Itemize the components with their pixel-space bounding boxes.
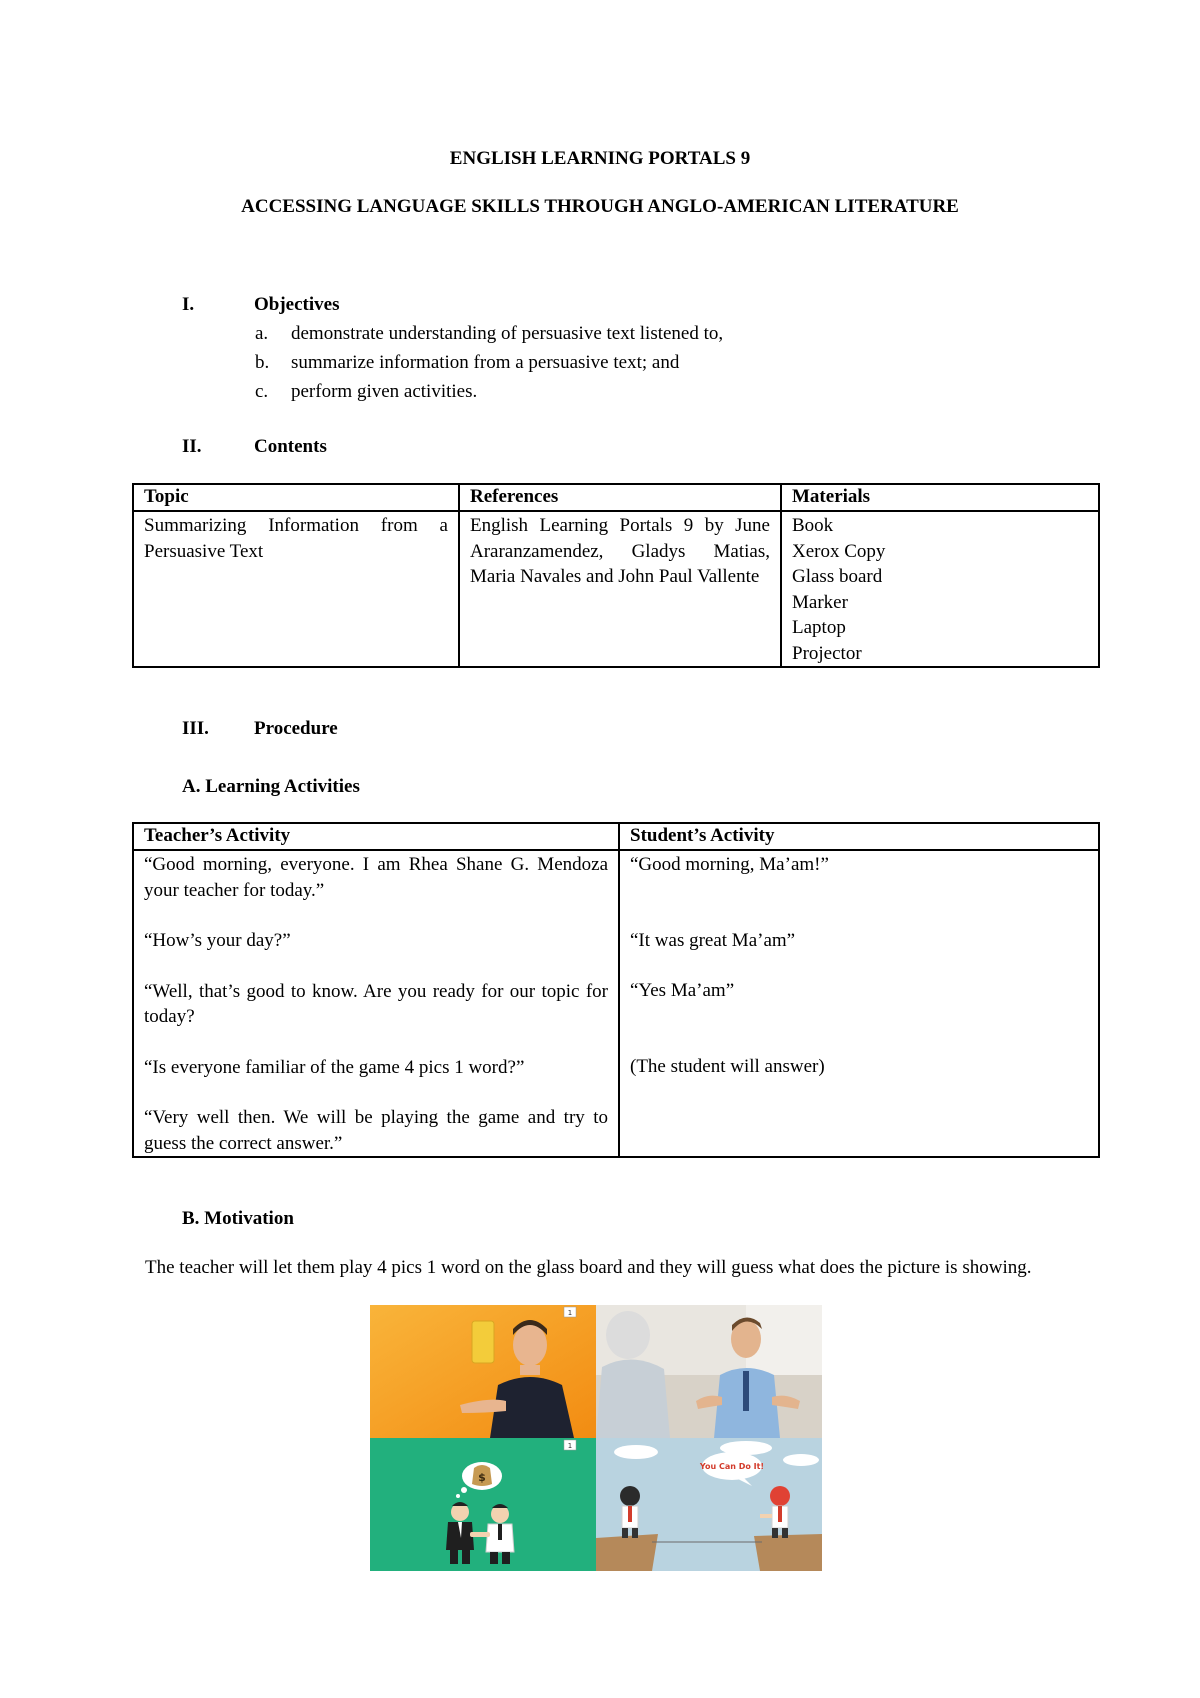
learning-activities-table [132,822,1100,1158]
section-number: III. [182,718,209,739]
motivation-paragraph: The teacher will let them play 4 pics 1 word on the glass board and they will guess what does the picture is showing. [145,1257,1032,1278]
teacher-line: “Very well then. We will be playing the game and try to guess the correct answer.” [144,1107,608,1154]
teacher-activity-header: Teacher’s Activity [133,823,619,850]
section-title: Procedure [254,718,338,739]
student-line: “It was great Ma’am” [630,930,796,951]
objective-letter: c. [255,381,269,402]
collage-panel-encouragement [596,1438,822,1571]
material-item: Glass board [792,566,883,587]
student-activity-cell [619,850,1099,1157]
student-activity-header: Student’s Activity [619,823,1099,850]
teacher-line: “Good morning, everyone. I am Rhea Shane G. Mendoza your teacher for today.” [144,854,608,901]
collage-panel-handshake [370,1438,596,1571]
objective-text: perform given activities. [291,381,478,402]
contents-header-topic: Topic [133,484,459,511]
objective-item [255,352,679,374]
money-sign: $ [478,1471,486,1484]
section-objectives-heading [182,294,339,316]
section-title: Objectives [254,294,340,315]
document-subtitle: ACCESSING LANGUAGE SKILLS THROUGH ANGLO-AMERICAN LITERATURE [241,196,959,217]
objective-item [255,381,477,403]
bubble-text: You Can Do It! [699,1462,765,1471]
panel-badge: 1 [567,1442,573,1450]
section-procedure-heading [182,718,338,740]
four-pics-one-word-collage [370,1305,822,1571]
handshake-picture [370,1438,596,1571]
learning-activities-heading: A. Learning Activities [182,776,360,797]
panel-badge: 1 [567,1309,573,1317]
contents-header-materials: Materials [781,484,1099,511]
student-line: “Good morning, Ma’am!” [630,854,829,875]
section-number: II. [182,436,202,457]
teacher-line: “Well, that’s good to know. Are you ready for our topic for today? [144,980,608,1027]
material-item: Xerox Copy [792,540,886,562]
student-line: “Yes Ma’am” [630,980,735,1001]
contents-table [132,483,1100,668]
material-item: Book [792,515,834,536]
objective-text: demonstrate understanding of persuasive text listened to, [291,323,724,344]
objective-item [255,323,723,345]
teacher-activity-cell [133,850,619,1157]
collage-panel-salesman [370,1305,596,1438]
section-contents-heading [182,436,327,458]
objective-letter: b. [255,352,270,373]
document-title: ENGLISH LEARNING PORTALS 9 [449,148,751,169]
section-title: Contents [254,436,327,457]
material-item: Marker [792,591,848,613]
student-line: (The student will answer) [630,1056,825,1077]
teacher-line: “Is everyone familiar of the game 4 pics 1 word?” [144,1056,525,1078]
motivation-heading: B. Motivation [182,1208,294,1229]
collage-panel-conversation [596,1305,822,1438]
contents-header-references: References [459,484,781,511]
contents-materials-cell [781,511,1099,667]
contents-references-cell: English Learning Portals 9 by June Araranzamendez, Gladys Matias, Maria Navales and John Paul Vallente [459,511,781,667]
salesman-picture [370,1305,596,1438]
material-item: Laptop [792,617,846,638]
material-item: Projector [792,642,862,664]
objective-text: summarize information from a persuasive text; and [291,352,680,373]
contents-topic-cell: Summarizing Information from a Persuasive Text [133,511,459,667]
section-number: I. [182,294,195,315]
conversation-picture [596,1305,822,1438]
objective-letter: a. [255,323,269,344]
teacher-line: “How’s your day?” [144,930,291,951]
encouragement-picture [596,1438,822,1571]
